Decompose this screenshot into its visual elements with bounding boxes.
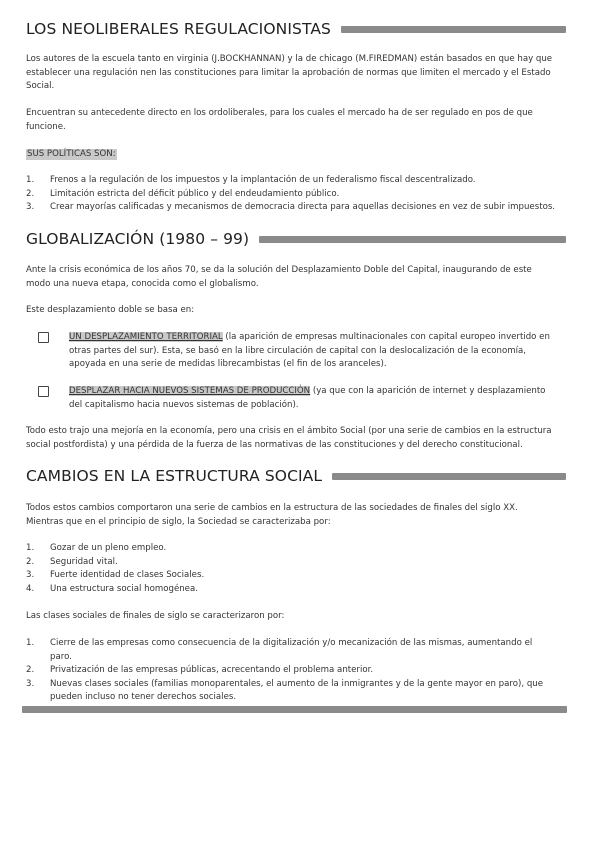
- society-list: [26, 542, 556, 596]
- heading-rule: [332, 473, 566, 480]
- section-heading-globalizacion: [26, 230, 566, 248]
- paragraph: Este desplazamiento doble se basa en:: [26, 305, 195, 315]
- list-item: 3. Nuevas clases sociales (familias monoparentales, el aumento de la inmigrantes y de la gente mayor en paro), que pueden incluso no tener derechos sociales.: [26, 678, 544, 702]
- checkbox[interactable]: [38, 332, 49, 343]
- checklist-item: UN DESPLAZAMIENTO TERRITORIAL (la aparición de empresas multinacionales con capital europeo invertido en otras partes del sur). Esta, se basó en la libre circulación de capital con la deslocalización de la economía, apoyada en una serie de medidas librecambistas (el fin de los aranceles).: [38, 331, 558, 372]
- list-item: 3. Crear mayorías calificadas y mecanismos de democracia directa para aquellas decisiones en vez de subir impuestos.: [26, 202, 556, 212]
- list-item: 2. Privatización de las empresas públicas, acrecentando el problema anterior.: [26, 665, 374, 675]
- section-heading-estructura-social: [26, 467, 566, 485]
- section-title: GLOBALIZACIÓN (1980 – 99): [26, 230, 250, 248]
- paragraph: Todo esto trajo una mejoría en la economía, pero una crisis en el ámbito Social (por una serie de cambios en la estructura social postfordista) y una pérdida de la fuerza de las normativas de las constituciones y del derecho constitucional.: [26, 426, 552, 450]
- highlighted-term: DESPLAZAR HACIA NUEVOS SISTEMAS DE PRODUCCIÓN: [69, 386, 311, 396]
- heading-rule: [341, 26, 566, 33]
- policies-list: [26, 174, 556, 215]
- classes-list: [26, 637, 556, 705]
- paragraph: Todos estos cambios comportaron una serie de cambios en la estructura de las sociedades de finales del siglo XX. Mientras que en el principio de siglo, la Sociedad se caracterizaba por:: [26, 503, 518, 527]
- section-heading-neoliberales: [26, 20, 566, 38]
- checkbox[interactable]: [38, 386, 49, 397]
- heading-rule: [259, 236, 566, 243]
- section-title: CAMBIOS EN LA ESTRUCTURA SOCIAL: [26, 467, 323, 485]
- list-item: 3. Fuerte identidad de clases Sociales.: [26, 570, 205, 580]
- highlighted-term: UN DESPLAZAMIENTO TERRITORIAL: [69, 332, 223, 342]
- list-item: 1. Cierre de las empresas como consecuencia de la digitalización y/o mecanización de las mismas, aumentando el paro.: [26, 638, 533, 662]
- paragraph: Las clases sociales de finales de siglo se caracterizaron por:: [26, 611, 285, 621]
- policies-label: SUS POLÍTICAS SON:: [27, 149, 116, 159]
- paragraph: Los autores de la escuela tanto en virginia (J.BOCKHANNAN) y la de chicago (M.FIREDMAN) están basados en que hay que establecer una regulación nen las constituciones para limitar la aprobación de normas que limiten el mercado y el Estado Social.: [26, 54, 553, 91]
- bottom-rule: [22, 706, 567, 713]
- list-item: 2. Seguridad vital.: [26, 556, 118, 567]
- list-item: 4. Una estructura social homogénea.: [26, 583, 198, 594]
- list-item: 1. Gozar de un pleno empleo.: [26, 543, 167, 553]
- paragraph: Ante la crisis económica de los años 70, se da la solución del Desplazamiento Doble del Capital, inaugurando de este modo una nueva etapa, conocida como el globalismo.: [26, 265, 532, 289]
- section-title: LOS NEOLIBERALES REGULACIONISTAS: [26, 20, 331, 38]
- paragraph: Encuentran su antecedente directo en los ordoliberales, para los cuales el mercado ha de ser regulado en pos de que funcione.: [26, 108, 533, 132]
- list-item: 1. Frenos a la regulación de los impuestos y la implantación de un federalismo fiscal descentralizado.: [26, 175, 476, 185]
- list-item: 2. Limitación estricta del déficit público y del endeudamiento público.: [26, 188, 340, 199]
- checklist-item: DESPLAZAR HACIA NUEVOS SISTEMAS DE PRODUCCIÓN (ya que con la aparición de internet y desplazamiento del capitalismo hacia nuevos sistemas de población).: [38, 385, 558, 412]
